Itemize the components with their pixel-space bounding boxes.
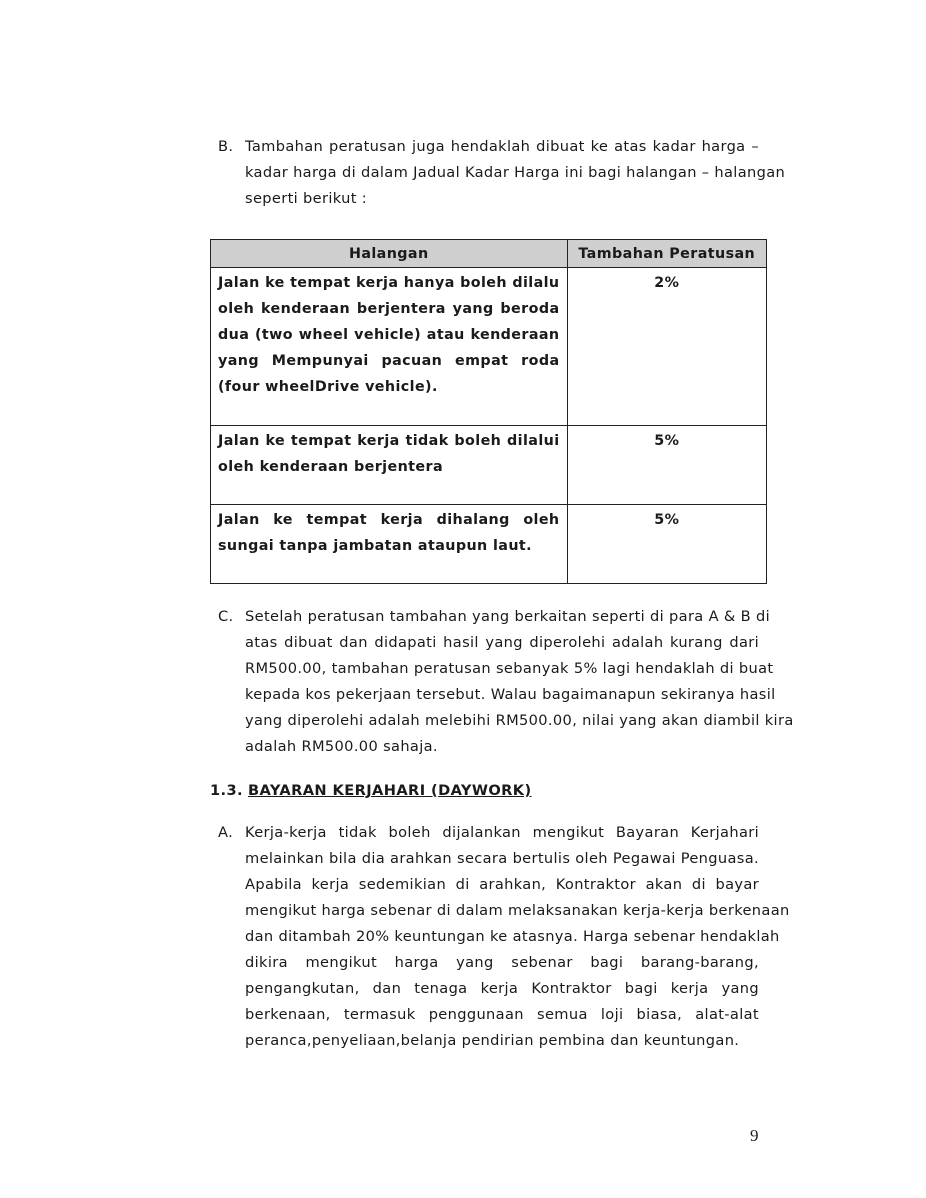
paragraph-a [218,820,790,1054]
paragraph-line: adalah RM500.00 sahaja. [245,738,438,755]
column-header-halangan: Halangan [211,240,568,268]
paragraph-c [218,604,794,760]
paragraph-line: yang diperolehi adalah melebihi RM500.00, nilai yang akan diambil kira [245,712,794,729]
table-row [211,268,767,426]
table-header-row [211,240,767,268]
paragraph-b-label: B. [218,138,234,155]
cell-line: Jalan ke tempat kerja tidak boleh dilalui [218,433,560,449]
paragraph-line: atas dibuat dan didapati hasil yang diperolehi adalah kurang dari [245,634,759,651]
paragraph-line: Setelah peratusan tambahan yang berkaitan seperti di para A & B di [245,608,771,625]
paragraph-b [218,134,786,212]
paragraph-line: dan ditambah 20% keuntungan ke atasnya. Harga sebenar hendaklah [245,928,780,945]
cell-line: (four wheelDrive vehicle). [218,379,438,395]
paragraph-a-label: A. [218,824,234,841]
obstacle-surcharge-table [210,239,767,584]
paragraph-line: kadar harga di dalam Jadual Kadar Harga ini bagi halangan – halangan [245,164,786,181]
section-number: 1.3. [210,782,243,799]
paragraph-line: mengikut harga sebenar di dalam melaksanakan kerja-kerja berkenaan [245,902,790,919]
percentage-cell: 5% [567,505,766,584]
cell-line: oleh kenderaan berjentera [218,459,443,475]
paragraph-line: RM500.00, tambahan peratusan sebanyak 5% lagi hendaklah di buat [245,660,774,677]
paragraph-line: melainkan bila dia arahkan secara bertulis oleh Pegawai Penguasa. [245,850,760,867]
paragraph-line: pengangkutan, dan tenaga kerja Kontraktor bagi kerja yang [245,980,759,997]
paragraph-line: Apabila kerja sedemikian di arahkan, Kontraktor akan di bayar [245,876,759,893]
table-row [211,505,767,584]
cell-line: oleh kenderaan berjentera yang beroda [218,301,560,317]
cell-line: yang Mempunyai pacuan empat roda [218,353,560,369]
obstacle-cell [211,426,568,505]
section-title: BAYARAN KERJAHARI (DAYWORK) [248,782,532,799]
cell-line: Jalan ke tempat kerja hanya boleh dilalu [218,275,560,291]
table-row [211,426,767,505]
paragraph-line: seperti berikut : [245,190,368,207]
cell-line: sungai tanpa jambatan ataupun laut. [218,538,532,554]
obstacle-cell [211,268,568,426]
section-heading [210,778,532,804]
cell-line: Jalan ke tempat kerja dihalang oleh [218,512,560,528]
paragraph-c-label: C. [218,608,234,625]
page-number: 9 [750,1126,759,1145]
paragraph-line: Tambahan peratusan juga hendaklah dibuat ke atas kadar harga – [245,138,759,155]
column-header-tambahan-peratusan: Tambahan Peratusan [567,240,766,268]
paragraph-line: Kerja-kerja tidak boleh dijalankan mengikut Bayaran Kerjahari [245,824,759,841]
obstacle-cell [211,505,568,584]
paragraph-line: peranca,penyeliaan,belanja pendirian pembina dan keuntungan. [245,1032,740,1049]
paragraph-line: dikira mengikut harga yang sebenar bagi barang-barang, [245,954,759,971]
paragraph-line: berkenaan, termasuk penggunaan semua loji biasa, alat-alat [245,1006,759,1023]
percentage-cell: 2% [567,268,766,426]
cell-line: dua (two wheel vehicle) atau kenderaan [218,327,560,343]
percentage-cell: 5% [567,426,766,505]
paragraph-line: kepada kos pekerjaan tersebut. Walau bagaimanapun sekiranya hasil [245,686,776,703]
